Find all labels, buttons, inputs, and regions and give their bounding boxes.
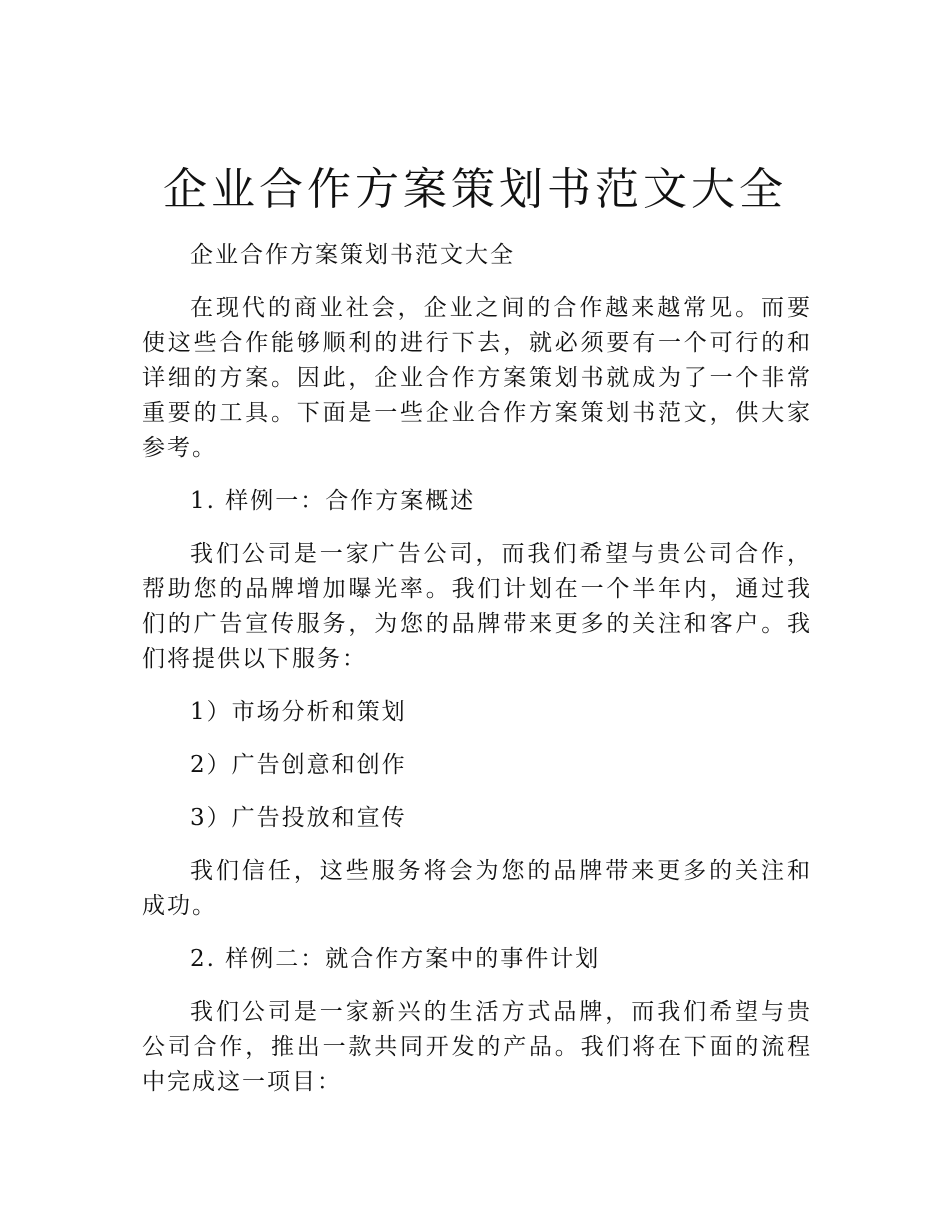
- list-item: 1）市场分析和策划: [190, 699, 407, 725]
- list-item: 3）广告投放和宣传: [190, 805, 407, 831]
- section-heading-example-2: 2. 样例二：就合作方案中的事件计划: [190, 946, 601, 972]
- example-1-conclusion: 我们信任，这些服务将会为您的品牌带来更多的关注和成功。: [142, 858, 812, 919]
- document-title: 企业合作方案策划书范文大全: [163, 164, 787, 215]
- example-1-paragraph: 我们公司是一家广告公司，而我们希望与贵公司合作，帮助您的品牌增加曝光率。我们计划在一个半年内，通过我们的广告宣传服务，为您的品牌带来更多的关注和客户。我们将提供以下服务：: [142, 541, 812, 672]
- intro-paragraph: 在现代的商业社会，企业之间的合作越来越常见。而要使这些合作能够顺利的进行下去，就必须要有一个可行的和详细的方案。因此，企业合作方案策划书就成为了一个非常重要的工具。下面是一些企业合作方案策划书范文，供大家参考。: [142, 295, 812, 461]
- subtitle-paragraph: 企业合作方案策划书范文大全: [190, 242, 515, 268]
- example-2-paragraph: 我们公司是一家新兴的生活方式品牌，而我们希望与贵公司合作，推出一款共同开发的产品。我们将在下面的流程中完成这一项目：: [142, 999, 812, 1095]
- document-body: [142, 238, 812, 1118]
- section-heading-example-1: 1. 样例一：合作方案概述: [190, 488, 476, 514]
- list-item: 2）广告创意和创作: [190, 752, 407, 778]
